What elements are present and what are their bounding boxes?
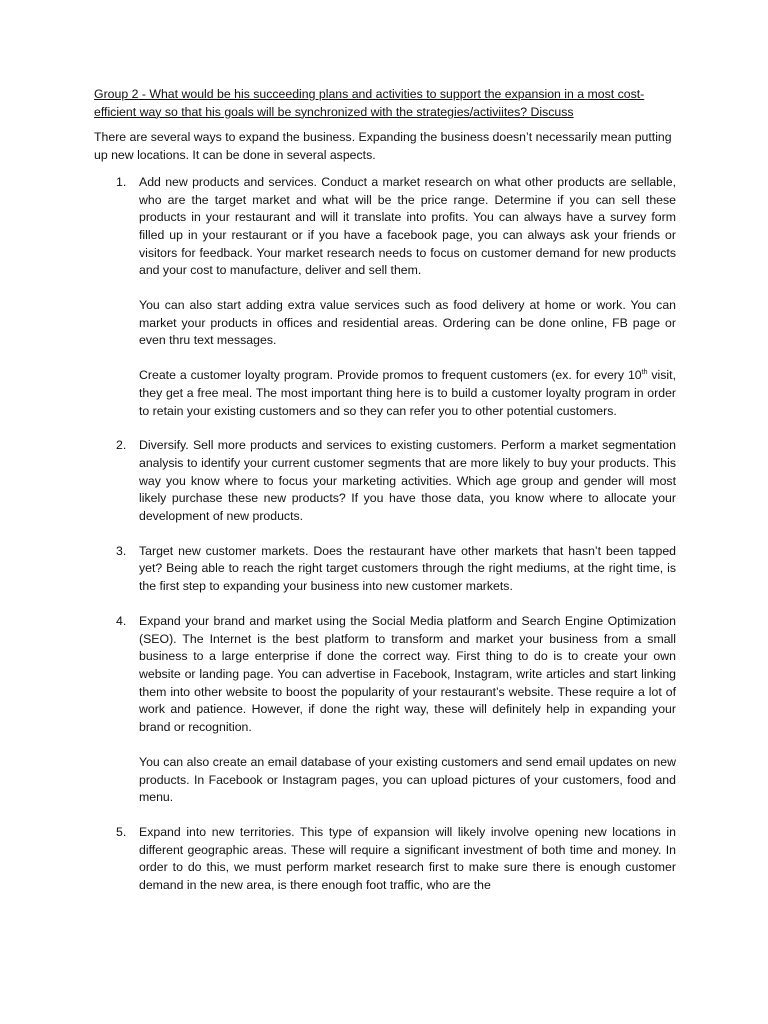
item-paragraph: Diversify. Sell more products and services to existing customers. Perform a market segmentation analysis to identify your current customer segments that are more likely to buy your products. This way you know where to focus your marketing activities. Which age group and gender will most likely purchase these new products? If you have those data, you know where to allocate your development of new products. — [139, 438, 676, 524]
item-paragraph: Expand your brand and market using the Social Media platform and Search Engine Optimization (SEO). The Internet is the best platform to transform and market your business from a small business to a large enterprise if done the correct way. First thing to do is to create your own website or landing page. You can advertise in Facebook, Instagram, write articles and start linking them into other website to boost the popularity of your restaurant’s website. These require a lot of work and patience. However, if done the right way, these will definitely help in expanding your brand or recognition. — [139, 613, 676, 735]
item-paragraph: Target new customer markets. Does the restaurant have other markets that hasn’t been tapped yet? Being able to reach the right target customers through the right mediums, at the right time, is the first step to expanding your business into new customer markets. — [139, 543, 676, 594]
item-paragraph — [139, 367, 676, 420]
item-number: 2. — [116, 438, 127, 453]
list-item — [94, 174, 676, 420]
item-number: 3. — [116, 543, 127, 558]
item-paragraph: You can also start adding extra value services such as food delivery at home or work. You can market your products in offices and residential areas. Ordering can be done online, FB page or even thru text messages. — [139, 298, 676, 348]
item-paragraph: Add new products and services. Conduct a market research on what other products are sellable, who are the target market and what will be the price range. Determine if you can sell these products in your restaurant and will it translate into profits. You can always have a survey form filled up in your restaurant or if you have a facebook page, you can always ask your friends or visitors for feedback. Your market research needs to focus on customer demand for new products and your cost to manufacture, deliver and sell them. — [139, 174, 676, 278]
item-number: 1. — [116, 174, 127, 189]
list-item — [94, 824, 676, 895]
item-number: 4. — [116, 613, 127, 628]
item-text: visit, they get a free meal. The most important thing here is to build a customer loyalty program in order to retain your existing customers and so they can refer you to other potential customers. — [139, 368, 676, 418]
item-text: Create a customer loyalty program. Provide promos to frequent customers (ex. for every 10 — [139, 368, 642, 383]
list-item — [94, 543, 676, 596]
strategy-list — [94, 174, 676, 895]
list-item — [94, 437, 676, 526]
document-page — [94, 86, 676, 912]
intro-paragraph: There are several ways to expand the business. Expanding the business doesn’t necessarily mean putting up new locations. It can be done in several aspects. — [94, 130, 672, 163]
item-number: 5. — [116, 824, 127, 839]
ordinal-superscript: th — [641, 369, 648, 377]
item-paragraph: You can also create an email database of your existing customers and send email updates on new products. In Facebook or Instagram pages, you can upload pictures of your customers, food and menu. — [139, 754, 676, 805]
question-heading: Group 2 - What would be his succeeding plans and activities to support the expansion in a most cost-efficient way so that his goals will be synchronized with the strategies/activiites? Discuss — [94, 87, 645, 119]
item-paragraph: Expand into new territories. This type of expansion will likely involve opening new locations in different geographic areas. These will require a significant investment of both time and money. In order to do this, we must perform market research first to make sure there is enough customer demand in the new area, is there enough foot traffic, who are the — [139, 824, 676, 893]
list-item — [94, 613, 676, 807]
